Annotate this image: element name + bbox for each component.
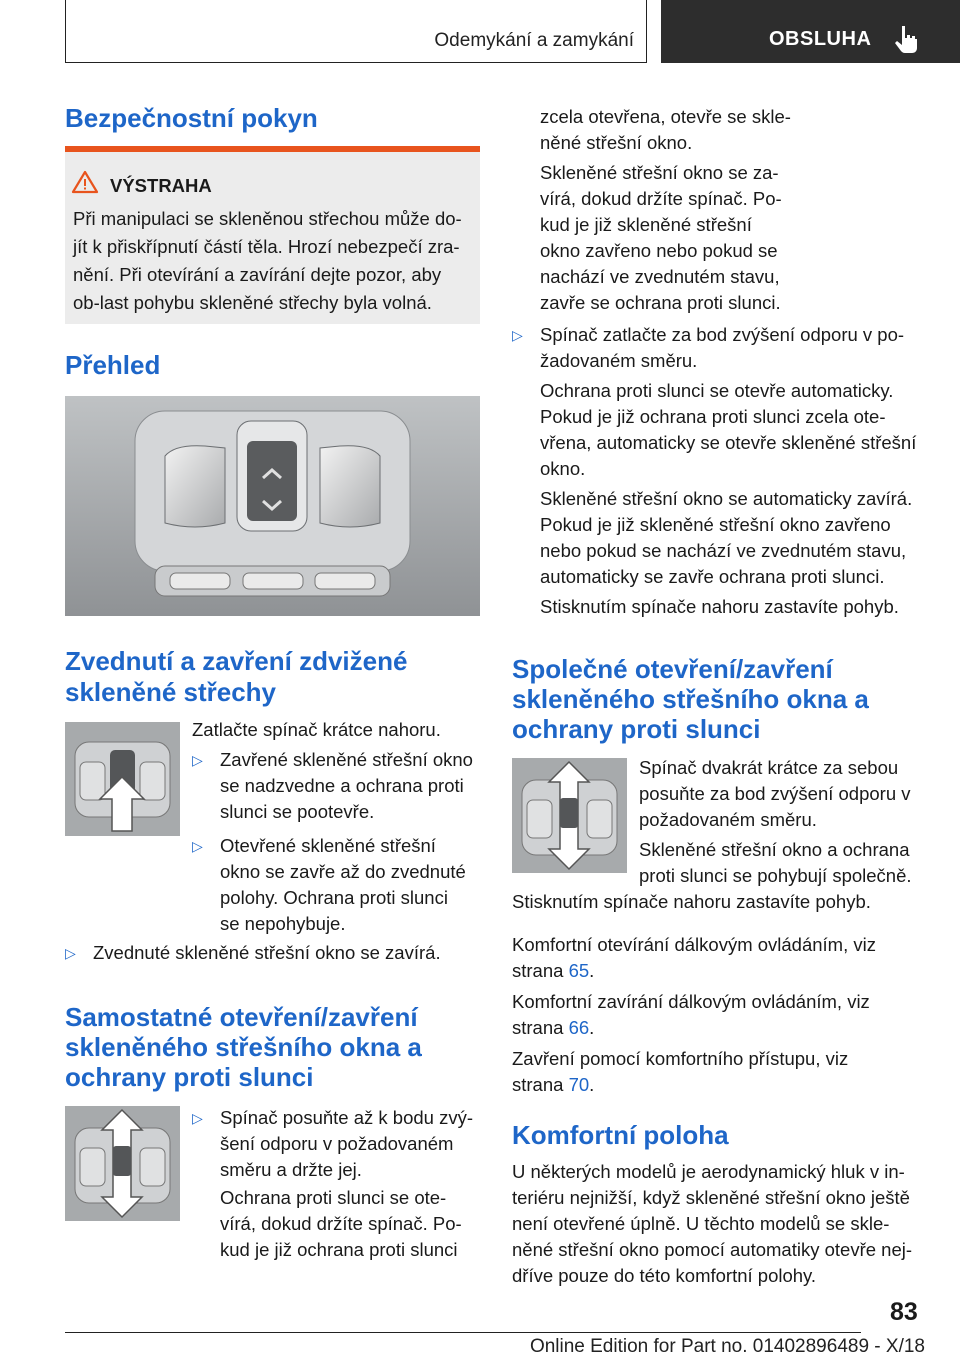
separate-p6: Stisknutím spínače nahoru zastavíte pohyb. (540, 596, 899, 617)
joint-p3: Stisknutím spínače nahoru zastavíte pohyb. (512, 891, 871, 912)
separate-p4-line3: vřena, automaticky se otevře skleněné střešní (540, 432, 917, 453)
overview-photo (65, 396, 480, 616)
raise-close-heading-line1: Zvednutí a zavření zdvižené (65, 646, 408, 676)
joint-heading-line3: ochrany proti slunci (512, 714, 761, 744)
separate-heading-line2: skleněného střešního okna a (65, 1032, 422, 1062)
ref2-line2 (512, 1015, 594, 1041)
separate-p1-line3: kud je již ochrana proti slunci (220, 1239, 458, 1260)
separate-p5-line1: Skleněné střešní okno se automaticky zavírá. (540, 488, 913, 509)
comfort-line4: něné střešní okno pomocí automatiky otevře nej- (512, 1239, 913, 1260)
safety-heading: Bezpečnostní pokyn (65, 103, 318, 133)
separate-heading-line3: ochrany proti slunci (65, 1062, 314, 1092)
ref3-prefix: strana (512, 1074, 569, 1095)
joint-p1-line2: posuňte za bod zvýšení odporu v (639, 783, 911, 804)
footer-divider (65, 1332, 861, 1333)
raise-close-item2-line2: okno se zavře až do zvednuté (220, 861, 466, 882)
switch-photo-updown (65, 1106, 180, 1221)
separate-p2-line2: něné střešní okno. (540, 132, 693, 153)
page-number: 83 (890, 1298, 918, 1326)
joint-p2-line1: Skleněné střešní okno a ochrana (639, 839, 910, 860)
separate-p5-line3: nebo pokud se nachází ve zvednutém stavu, (540, 540, 907, 561)
separate-heading-line1: Samostatné otevření/zavření (65, 1002, 418, 1032)
separate-p4-line4: okno. (540, 458, 586, 479)
joint-p1-line1: Spínač dvakrát krátce za sebou (639, 757, 899, 778)
comfort-heading: Komfortní poloha (512, 1120, 729, 1150)
separate-item2-line1: Spínač zatlačte za bod zvýšení odporu v po- (540, 324, 905, 345)
ref2-prefix: strana (512, 1017, 569, 1038)
joint-heading-line2: skleněného střešního okna a (512, 684, 869, 714)
separate-p3-line3: kud je již skleněné střešní (540, 214, 752, 235)
joint-p2-line2: proti slunci se pohybují společně. (639, 865, 912, 886)
header-box (65, 0, 647, 63)
bullet-icon: ▷ (65, 945, 76, 961)
warning-label: VÝSTRAHA (110, 175, 212, 196)
separate-p3-line4: okno zavřeno nebo pokud se (540, 240, 778, 261)
separate-p5-line4: automaticky se zavře ochrana proti slunci. (540, 566, 885, 587)
chapter-tab[interactable] (661, 0, 960, 63)
comfort-line3: není otevřené úplně. U těchto modelů se skle- (512, 1213, 890, 1234)
switch-photo-up (65, 722, 180, 836)
raise-close-item2-line4: se nepohybuje. (220, 913, 346, 934)
overview-heading: Přehled (65, 350, 161, 380)
bullet-icon: ▷ (192, 752, 203, 768)
joint-heading-line1: Společné otevření/zavření (512, 654, 833, 684)
separate-p3-line1: Skleněné střešní okno se za- (540, 162, 779, 183)
ref1-period: . (589, 960, 595, 981)
switch-photo-double (512, 758, 627, 873)
warning-accent-bar (65, 146, 480, 152)
section-title: Odemykání a zamykání (434, 30, 634, 51)
ref1-page-link[interactable]: 65 (568, 960, 590, 981)
warning-triangle-icon (71, 170, 99, 194)
comfort-line1: U některých modelů je aerodynamický hluk v in- (512, 1161, 905, 1182)
joint-p1-line3: požadovaném směru. (639, 809, 817, 830)
ref3-line1: Zavření pomocí komfortního přístupu, viz (512, 1048, 849, 1069)
comfort-line2: teriéru nejnižší, když skleněné střešní okno ještě (512, 1187, 910, 1208)
separate-p2-line1: zcela otevřena, otevře se skle- (540, 106, 791, 127)
bullet-icon: ▷ (192, 838, 203, 854)
comfort-line5: dříve pouze do této komfortní polohy. (512, 1265, 817, 1286)
ref3-page-link[interactable]: 70 (568, 1074, 590, 1095)
separate-item1-line3: směru a držte jej. (220, 1159, 362, 1180)
separate-item1-line2: šení odporu v požadovaném (220, 1133, 454, 1154)
raise-close-intro: Zatlačte spínač krátce nahoru. (192, 719, 441, 740)
raise-close-item1-line1: Zavřené skleněné střešní okno (220, 749, 473, 770)
chapter-tab-label: OBSLUHA (769, 28, 872, 50)
warning-text: Při manipulaci se skleněnou střechou může do-jít k přiskřípnutí částí těla. Hrozí nebezpečí zra-nění. Při otevírání a zavírání dejte pozor, aby ob-last pohybu skleněné střechy byla volná. (73, 208, 462, 313)
raise-close-item1-line2: se nadzvedne a ochrana proti (220, 775, 464, 796)
ref1-line1: Komfortní otevírání dálkovým ovládáním, viz (512, 934, 876, 955)
ref2-line1: Komfortní zavírání dálkovým ovládáním, viz (512, 991, 870, 1012)
separate-p3-line2: vírá, dokud držíte spínač. Po- (540, 188, 782, 209)
raise-close-item2-line3: polohy. Ochrana proti slunci (220, 887, 448, 908)
separate-p1-line1: Ochrana proti slunci se ote- (220, 1187, 447, 1208)
separate-p4-line2: Pokud je již ochrana proti slunci zcela ote- (540, 406, 886, 427)
bullet-icon: ▷ (192, 1110, 203, 1126)
separate-p3-line5: nachází ve zvednutém stavu, (540, 266, 780, 287)
pointing-hand-icon (894, 24, 920, 54)
raise-close-item1-line3: slunci se pootevře. (220, 801, 375, 822)
raise-close-heading-line2: skleněné střechy (65, 677, 277, 707)
ref3-line2 (512, 1072, 594, 1098)
ref2-period: . (589, 1017, 595, 1038)
separate-p1-line2: vírá, dokud držíte spínač. Po- (220, 1213, 462, 1234)
separate-item1-line1: Spínač posuňte až k bodu zvý- (220, 1107, 473, 1128)
footer-edition: Online Edition for Part no. 01402896489 - X/18 (529, 1336, 925, 1357)
bullet-icon: ▷ (512, 327, 523, 343)
ref1-prefix: strana (512, 960, 569, 981)
ref3-period: . (589, 1074, 595, 1095)
raise-close-item3: Zvednuté skleněné střešní okno se zavírá. (93, 942, 441, 963)
raise-close-item2-line1: Otevřené skleněné střešní (220, 835, 436, 856)
separate-item2-line2: žadovaném směru. (540, 350, 698, 371)
ref1-line2 (512, 958, 594, 984)
ref2-page-link[interactable]: 66 (568, 1017, 590, 1038)
separate-p4-line1: Ochrana proti slunci se otevře automaticky. (540, 380, 894, 401)
separate-p5-line2: Pokud je již skleněné střešní okno zavřeno (540, 514, 891, 535)
separate-p3-line6: zavře se ochrana proti slunci. (540, 292, 781, 313)
